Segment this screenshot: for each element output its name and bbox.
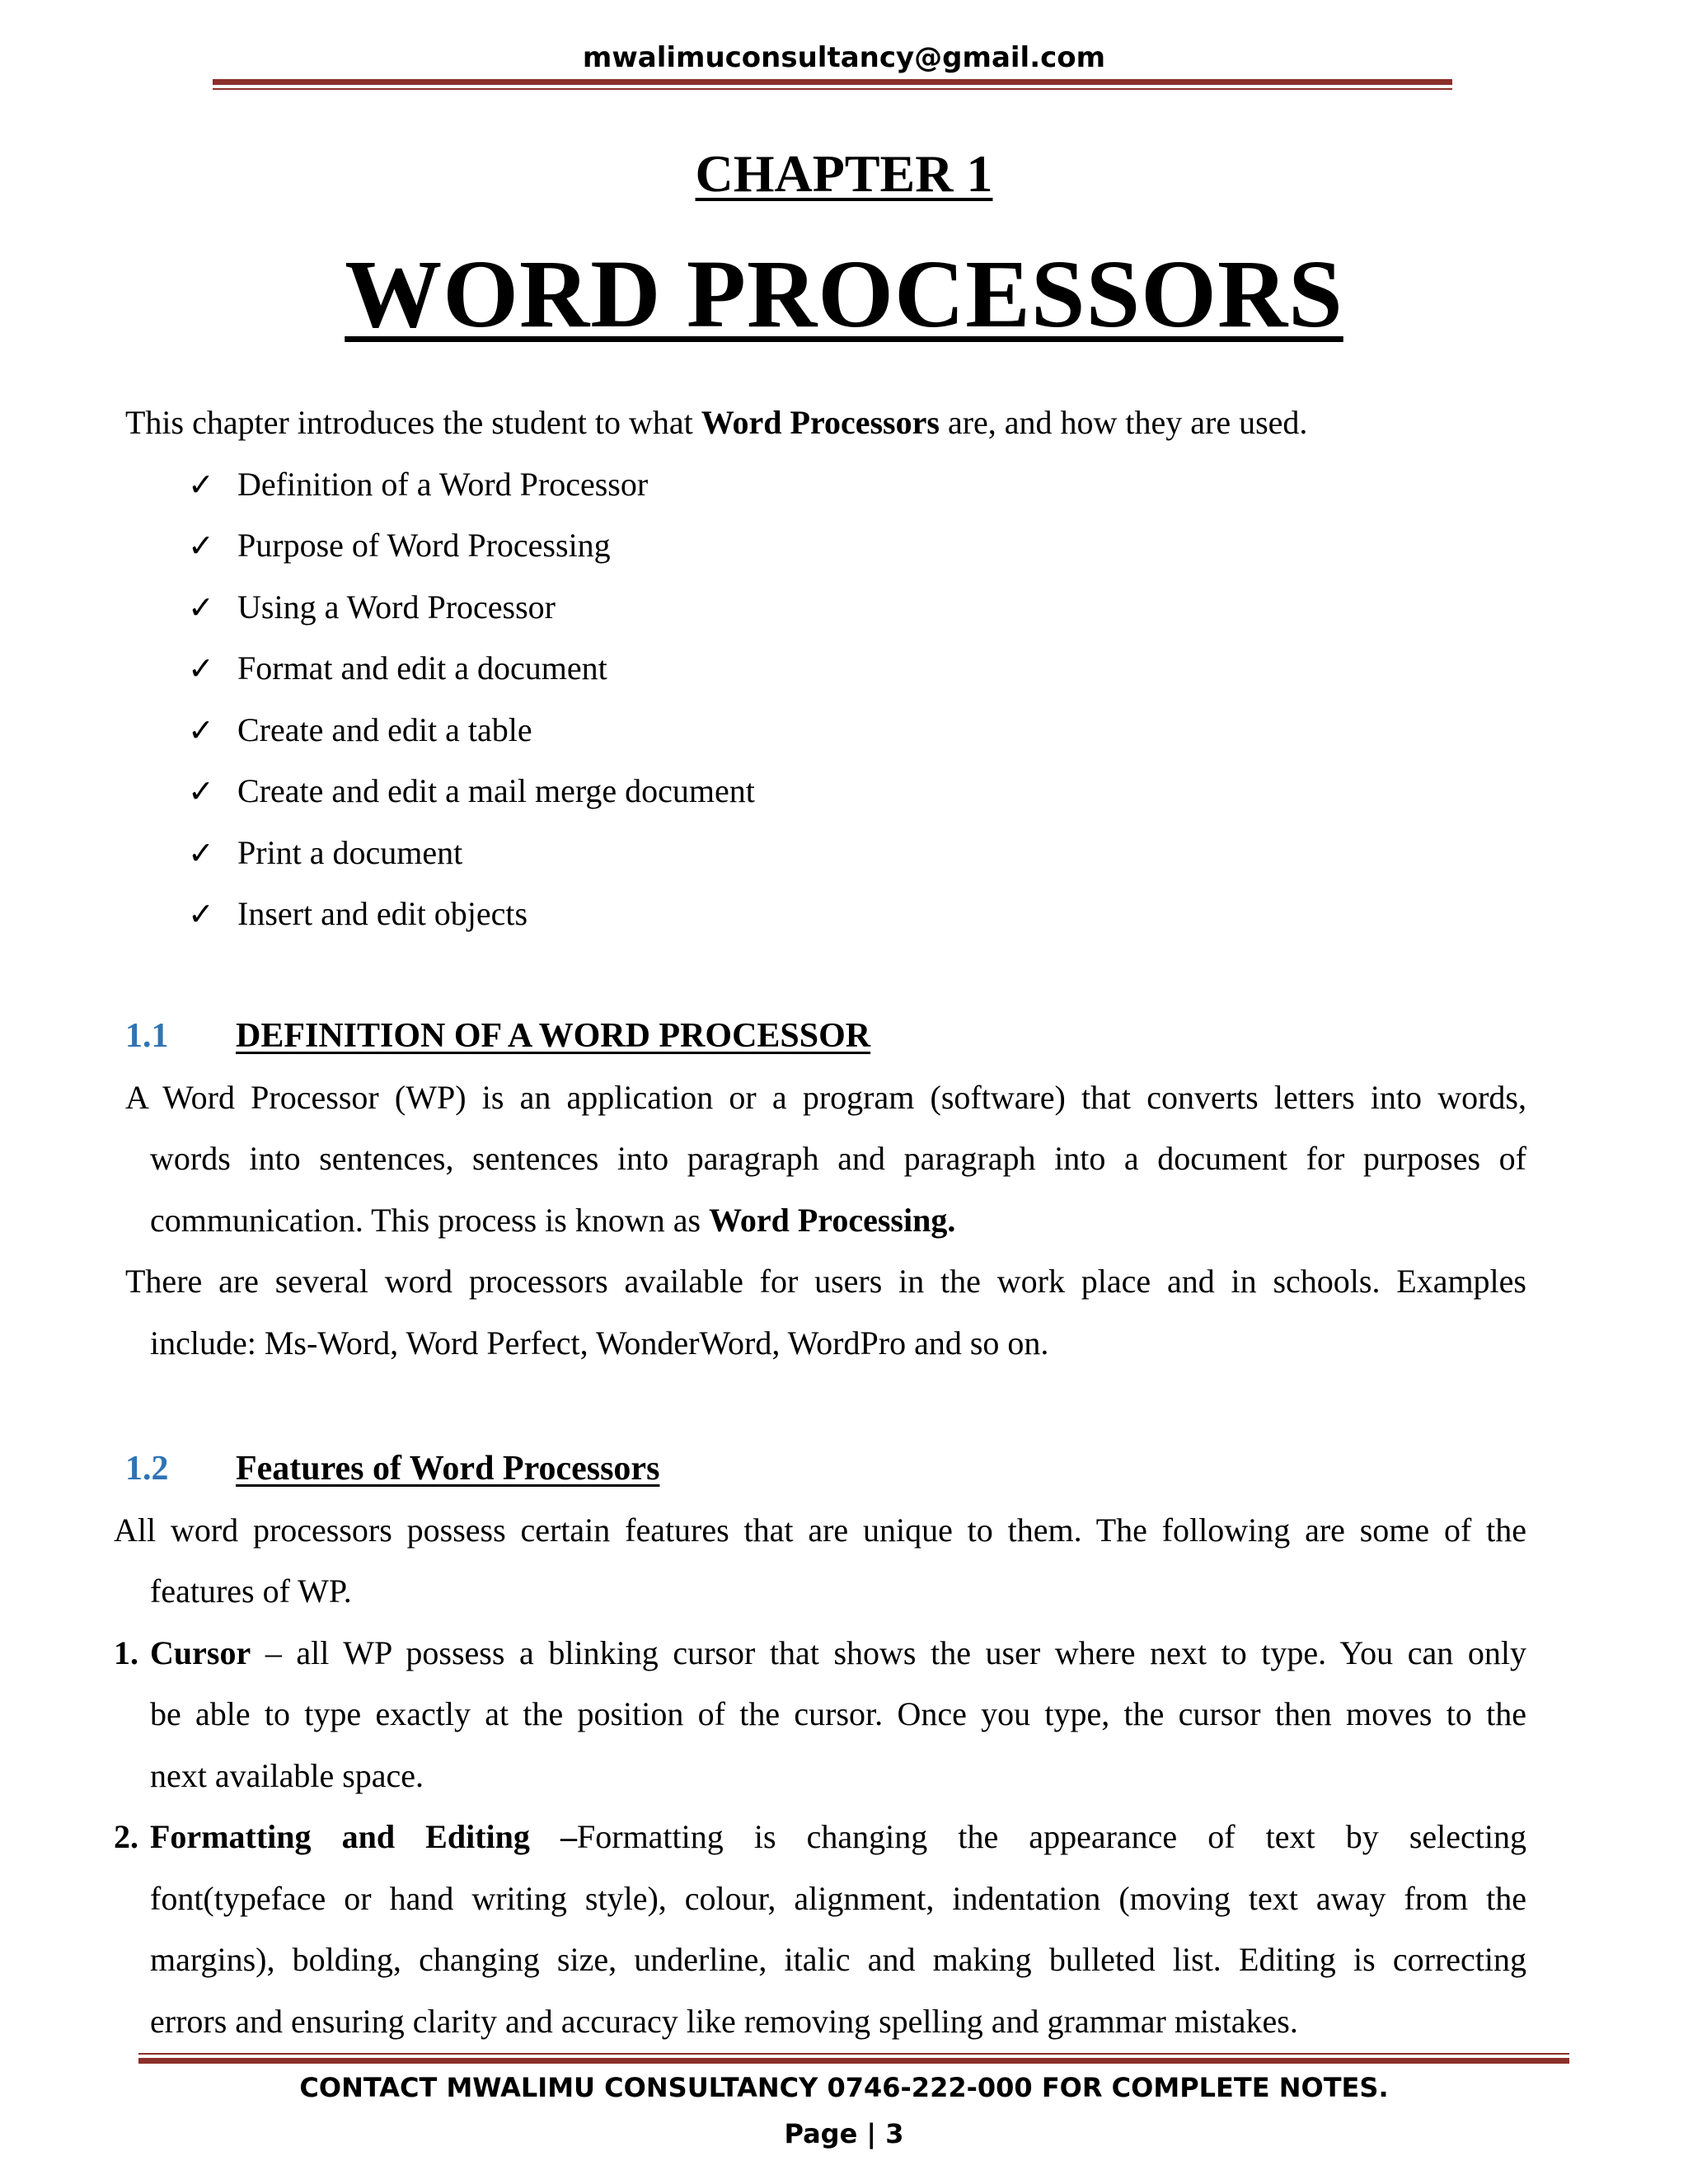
chapter-label: CHAPTER 1: [695, 144, 993, 203]
checkmark-icon: ✓: [188, 712, 214, 748]
header-email: mwalimuconsultancy@gmail.com: [582, 41, 1106, 74]
checkmark-icon: ✓: [188, 650, 214, 687]
examples-line: There are several word processors available for users in the work place and in schools. Examples: [125, 1263, 1526, 1300]
section-number: 1.2: [125, 1450, 169, 1488]
header-rule-thin: [213, 88, 1452, 90]
checkmark-icon: ✓: [188, 773, 214, 809]
feature-cursor-line: Cursor – all WP possess a blinking cursor that shows the user where next to type. You can only: [150, 1634, 1526, 1671]
feature-cursor-line: be able to type exactly at the position of the cursor. Once you type, the cursor then moves to the: [150, 1695, 1526, 1732]
checkmark-icon: ✓: [188, 527, 214, 564]
checkmark-icon: ✓: [188, 896, 214, 932]
checklist-item: ✓ Purpose of Word Processing: [188, 525, 611, 566]
feature-formatting-line: margins), bolding, changing size, underline, italic and making bulleted list. Editing is correcting: [150, 1941, 1526, 1978]
section-title: Features of Word Processors: [236, 1450, 660, 1488]
section-title: DEFINITION OF A WORD PROCESSOR: [236, 1017, 871, 1055]
checklist-item: ✓ Insert and edit objects: [188, 893, 528, 935]
checklist-item: ✓ Format and edit a document: [188, 648, 607, 689]
header-rule: [213, 79, 1452, 85]
feature-cursor-line: next available space.: [150, 1757, 424, 1794]
checkmark-icon: ✓: [188, 589, 214, 626]
footer-rule: [138, 2058, 1569, 2064]
features-intro-line: All word processors possess certain features that are unique to them. The following are some of the: [114, 1511, 1526, 1549]
section-number: 1.1: [125, 1017, 169, 1055]
footer-contact: CONTACT MWALIMU CONSULTANCY 0746-222-000 FOR COMPLETE NOTES.: [299, 2072, 1389, 2103]
list-number: 2.: [114, 1818, 138, 1855]
footer-rule-thin: [138, 2053, 1569, 2055]
checklist-item: ✓ Create and edit a mail merge document: [188, 771, 755, 812]
definition-line: communication. This process is known as Word Processing.: [150, 1202, 956, 1239]
checkmark-icon: ✓: [188, 466, 214, 503]
checklist-item: ✓ Print a document: [188, 832, 462, 874]
definition-line: A Word Processor (WP) is an application or a program (software) that converts letters into words,: [125, 1079, 1526, 1116]
feature-formatting-line: Formatting and Editing –Formatting is changing the appearance of text by selecting: [150, 1818, 1526, 1855]
checkmark-icon: ✓: [188, 835, 214, 871]
checklist-item: ✓ Create and edit a table: [188, 710, 532, 751]
chapter-title: WORD PROCESSORS: [345, 240, 1343, 348]
feature-formatting-line: font(typeface or hand writing style), colour, alignment, indentation (moving text away from the: [150, 1880, 1526, 1917]
page-number: Page | 3: [784, 2118, 904, 2149]
intro-paragraph: This chapter introduces the student to what Word Processors are, and how they are used.: [125, 404, 1308, 441]
definition-line: words into sentences, sentences into paragraph and paragraph into a document for purposes of: [150, 1140, 1526, 1177]
features-intro-line: features of WP.: [150, 1572, 352, 1610]
checklist-item: ✓ Definition of a Word Processor: [188, 464, 648, 505]
list-number: 1.: [114, 1634, 138, 1671]
examples-line: include: Ms-Word, Word Perfect, WonderWord, WordPro and so on.: [150, 1324, 1049, 1361]
feature-formatting-line: errors and ensuring clarity and accuracy like removing spelling and grammar mistakes.: [150, 2003, 1298, 2040]
checklist-item: ✓ Using a Word Processor: [188, 587, 556, 628]
